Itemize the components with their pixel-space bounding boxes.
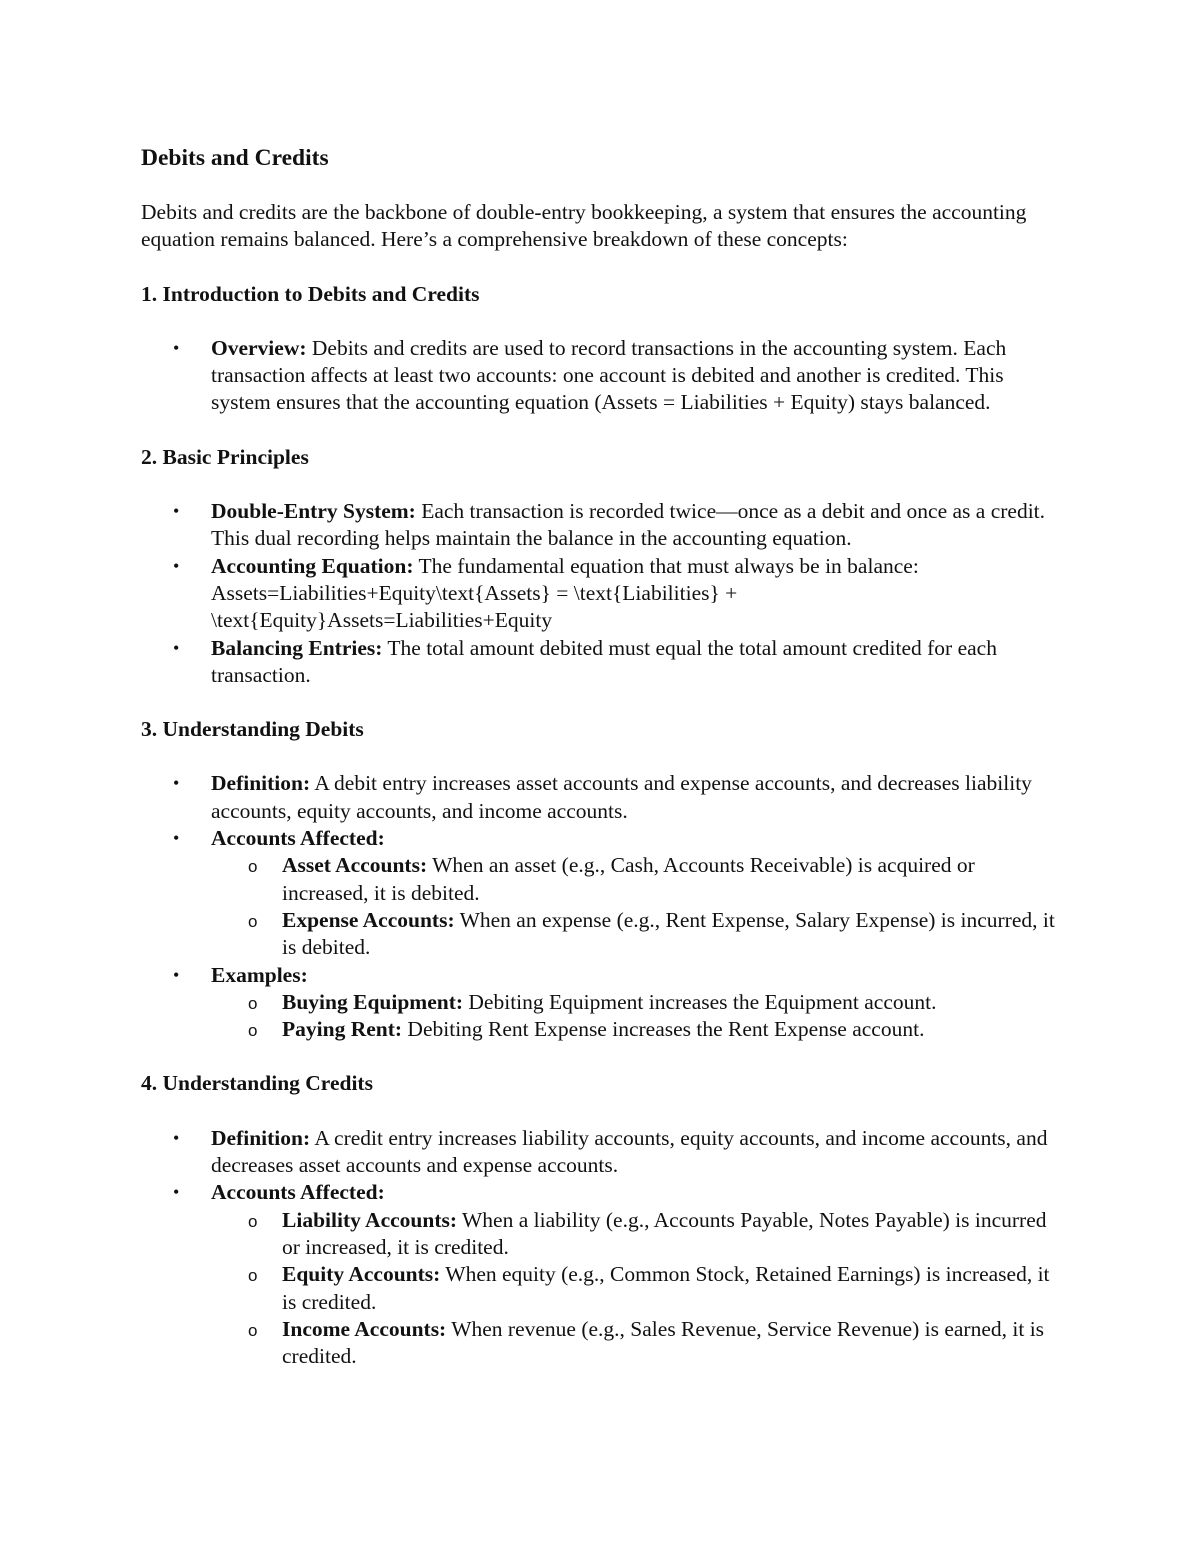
bullet-dot-icon: •	[173, 964, 180, 985]
sub-bullet-list	[141, 989, 1061, 1044]
item-term: Definition:	[211, 771, 311, 796]
page-title: Debits and Credits	[141, 145, 329, 171]
list-item	[141, 553, 1061, 635]
item-term: Overview:	[211, 335, 307, 360]
sub-item-term: Expense Accounts:	[282, 907, 455, 932]
list-item	[141, 770, 1061, 825]
sub-bullet-list	[141, 852, 1061, 961]
document-page	[141, 143, 1061, 1397]
sub-list-item	[211, 907, 1061, 962]
item-text: The total amount debited must equal the total amount credited for each transaction.	[211, 635, 997, 687]
sub-bullet-list	[141, 1207, 1061, 1371]
section-heading: 3. Understanding Debits	[141, 717, 364, 742]
bullet-dot-icon: •	[173, 773, 180, 794]
item-text: A debit entry increases asset accounts and expense accounts, and decreases liability accounts, equity accounts, and income accounts.	[211, 771, 1032, 823]
list-item	[141, 498, 1061, 553]
sections-container	[141, 281, 1061, 1371]
bullet-circle-icon: o	[248, 857, 258, 877]
sub-list-item	[211, 852, 1061, 907]
item-term: Accounts Affected:	[211, 1180, 385, 1205]
list-item	[141, 1125, 1061, 1180]
bullet-list	[141, 1125, 1061, 1371]
sub-list-item	[211, 1207, 1061, 1262]
bullet-dot-icon: •	[173, 637, 180, 658]
sub-item-text: When equity (e.g., Common Stock, Retained Earnings) is increased, it is credited.	[282, 1262, 1050, 1314]
sub-item-text: When revenue (e.g., Sales Revenue, Service Revenue) is earned, it is credited.	[282, 1316, 1045, 1369]
item-term: Double-Entry System:	[211, 499, 416, 524]
bullet-list	[141, 498, 1061, 689]
intro-paragraph: Debits and credits are the backbone of double-entry bookkeeping, a system that ensures the accounting equation remains balanced. Here’s a comprehensive breakdown of these concepts:	[141, 200, 1027, 252]
bullet-circle-icon: o	[248, 911, 258, 931]
sub-item-term: Liability Accounts:	[282, 1207, 458, 1232]
list-item	[141, 825, 1061, 961]
sub-item-text: When an expense (e.g., Rent Expense, Salary Expense) is incurred, it is debited.	[282, 907, 1055, 960]
bullet-list	[141, 770, 1061, 1043]
bullet-circle-icon: o	[248, 1320, 258, 1340]
bullet-dot-icon: •	[173, 1182, 180, 1203]
sub-item-text: Debiting Equipment increases the Equipment account.	[463, 989, 937, 1014]
bullet-circle-icon: o	[248, 993, 258, 1013]
item-term: Accounts Affected:	[211, 826, 385, 851]
sub-item-text: Debiting Rent Expense increases the Rent Expense account.	[402, 1017, 925, 1042]
item-term: Accounting Equation:	[211, 553, 414, 578]
section-heading: 4. Understanding Credits	[141, 1071, 373, 1096]
bullet-dot-icon: •	[173, 828, 180, 849]
item-term: Definition:	[211, 1125, 311, 1150]
item-term: Examples:	[211, 962, 308, 987]
item-text: Debits and credits are used to record transactions in the accounting system. Each transaction affects at least two accounts: one account is debited and another is credited. This system ensures that the accounting equation (Assets = Liabilities + Equity) stays balanced.	[211, 335, 1007, 415]
bullet-list	[141, 335, 1061, 417]
bullet-circle-icon: o	[248, 1211, 258, 1231]
bullet-dot-icon: •	[173, 555, 180, 576]
list-item	[141, 335, 1061, 417]
bullet-dot-icon: •	[173, 1127, 180, 1148]
bullet-circle-icon: o	[248, 1021, 258, 1041]
list-item	[141, 962, 1061, 1044]
sub-item-term: Equity Accounts:	[282, 1262, 441, 1287]
sub-item-text: When a liability (e.g., Accounts Payable, Notes Payable) is incurred or increased, it is credited.	[282, 1207, 1047, 1259]
section-heading: 2. Basic Principles	[141, 444, 309, 469]
sub-item-term: Buying Equipment:	[282, 989, 464, 1014]
item-text: A credit entry increases liability accounts, equity accounts, and income accounts, and decreases asset accounts and expense accounts.	[211, 1125, 1048, 1178]
sub-list-item	[211, 989, 1061, 1016]
sub-item-term: Asset Accounts:	[282, 853, 428, 878]
item-term: Balancing Entries:	[211, 635, 383, 660]
list-item	[141, 1179, 1061, 1370]
bullet-dot-icon: •	[173, 501, 180, 522]
item-text: The fundamental equation that must always be in balance: Assets=Liabilities+Equity\text{Assets} = \text{Liabilities} + \text{Equity}Assets=Liabilities+Equity	[211, 553, 919, 633]
sub-item-text: When an asset (e.g., Cash, Accounts Receivable) is acquired or increased, it is debited.	[282, 853, 975, 905]
sub-list-item	[211, 1016, 1061, 1043]
bullet-circle-icon: o	[248, 1266, 258, 1286]
sub-list-item	[211, 1316, 1061, 1371]
section-heading: 1. Introduction to Debits and Credits	[141, 281, 480, 306]
sub-item-term: Income Accounts:	[282, 1316, 447, 1341]
sub-list-item	[211, 1261, 1061, 1316]
sub-item-term: Paying Rent:	[282, 1017, 403, 1042]
item-text: Each transaction is recorded twice—once as a debit and once as a credit. This dual recording helps maintain the balance in the accounting equation.	[211, 499, 1046, 551]
bullet-dot-icon: •	[173, 337, 180, 358]
list-item	[141, 635, 1061, 690]
